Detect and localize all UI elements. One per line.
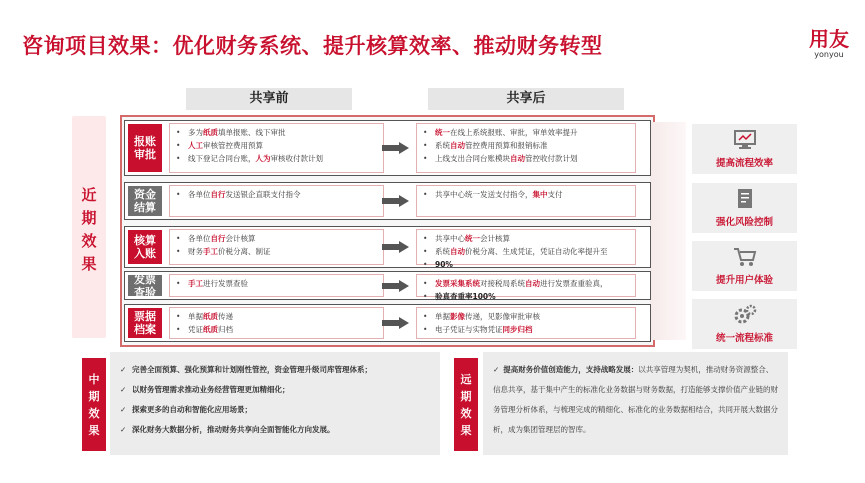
document-icon xyxy=(732,188,758,210)
check-icon: ✓ xyxy=(493,365,500,374)
after-box xyxy=(416,185,636,217)
bullet-line: • 发票采集系统对接税局系统自动进行发票查重验真， xyxy=(423,279,608,288)
bullet-icon: • xyxy=(423,325,428,334)
benefit-card xyxy=(692,183,797,233)
check-icon: ✓ xyxy=(120,365,127,374)
benefit-card xyxy=(692,241,797,291)
bullet-icon: • xyxy=(423,141,428,150)
benefit-label: 提高流程效率 xyxy=(715,158,773,169)
check-icon: ✓ xyxy=(120,405,127,414)
bullet-icon: • xyxy=(423,154,428,163)
bullet-icon: • xyxy=(176,141,181,150)
mid-term-item: ✓ 探索更多的自动和智能化应用场景； xyxy=(120,400,430,420)
logo-text: 用友 xyxy=(809,27,849,51)
before-box xyxy=(169,123,384,173)
check-icon: ✓ xyxy=(120,425,127,434)
benefit-label: 提升用户体验 xyxy=(715,275,773,286)
comparison-row xyxy=(124,182,651,220)
long-term-lead: 提高财务价值创造能力，支持战略发展： xyxy=(503,365,639,374)
bullet-icon: • xyxy=(176,279,181,288)
arrow-right-icon xyxy=(382,142,410,154)
bullet-icon: • xyxy=(423,128,428,137)
mid-term-box xyxy=(110,352,440,455)
bullet-line: • 凭证纸质归档 xyxy=(176,325,233,334)
cart-icon xyxy=(732,246,758,268)
bullet-line: • 财务手工价税分离、制证 xyxy=(176,247,271,256)
after-box xyxy=(416,274,636,301)
bullet-icon: • xyxy=(176,312,181,321)
page-title: 咨询项目效果：优化财务系统、提升核算效率、推动财务转型 xyxy=(22,34,603,58)
bullet-line: • 系统自动价税分离、生成凭证，凭证自动化率提升至 xyxy=(423,247,608,256)
bullet-icon: • xyxy=(423,260,428,269)
bullet-line: • 线下登记合同台账，人为审核收付款计划 xyxy=(176,154,323,163)
bullet-icon: • xyxy=(176,234,181,243)
bullet-line: • 单据纸质传递 xyxy=(176,312,233,321)
mid-term-item: ✓ 完善全面预算、强化预算和计划刚性管控，资金管理升级司库管理体系； xyxy=(120,360,430,380)
bullet-line: • 手工进行发票查验 xyxy=(176,279,248,288)
long-term-box xyxy=(483,352,788,455)
arrow-right-icon xyxy=(382,280,410,292)
bullet-icon: • xyxy=(423,234,428,243)
before-box xyxy=(169,229,384,265)
row-label: 票据 档案 xyxy=(128,308,162,338)
comparison-row xyxy=(124,226,651,268)
arrow-right-icon xyxy=(382,317,410,329)
row-label: 发票 查验 xyxy=(128,275,162,296)
near-term-label: 近 期 效 果 xyxy=(81,186,97,273)
bullet-icon: • xyxy=(423,190,428,199)
long-term-label: 远 期 效 果 xyxy=(454,358,478,451)
bullet-line: • 各单位自行发送银企直联支付指令 xyxy=(176,190,301,199)
bullet-line: • 单据影像传递，见影像审批审核 xyxy=(423,312,540,321)
after-box xyxy=(416,123,636,173)
benefit-label: 统一流程标准 xyxy=(715,333,773,344)
benefit-card xyxy=(692,124,797,174)
bullet-icon: • xyxy=(176,154,181,163)
column-header-before: 共享前 xyxy=(186,88,352,110)
bullet-line: • 各单位自行会计核算 xyxy=(176,234,256,243)
check-icon: ✓ xyxy=(120,385,127,394)
logo-subtext: yonyou xyxy=(814,50,844,59)
bullet-line: • 共享中心统一发送支付指令，集中支付 xyxy=(423,190,563,199)
bullet-line: • 共享中心统一会计核算 xyxy=(423,234,510,243)
bullet-icon: • xyxy=(176,128,181,137)
comparison-row xyxy=(124,271,651,300)
bullet-line: • 人工审核管控费用预算 xyxy=(176,141,263,150)
arrow-right-icon xyxy=(382,241,410,253)
gears-icon xyxy=(732,304,758,326)
before-box xyxy=(169,307,384,339)
comparison-row xyxy=(124,120,651,176)
bullet-icon: • xyxy=(423,292,428,301)
after-box xyxy=(416,307,636,339)
mid-term-item: ✓ 以财务管理需求推动业务经营管理更加精细化； xyxy=(120,380,430,400)
bullet-line: • 90% xyxy=(423,260,453,269)
bullet-line: • 系统自动管控费用预算和报销标准 xyxy=(423,141,548,150)
row-label: 资金 结算 xyxy=(128,186,162,216)
before-box xyxy=(169,274,384,297)
yonyou-logo xyxy=(809,28,849,59)
bullet-line: • 多为纸质填单报账、线下审批 xyxy=(176,128,286,137)
long-term-text: 以共享管理为契机，推动财务资源整合、信息共享，基于集中产生的标准化业务数据与财务数据，打造能够支撑价值产业链的财务管理分析体系，与梳理完成的精细化、标准化的业务数据相结合，共同开展大数据分析，成为集团管理层的智库。 xyxy=(493,365,778,434)
after-box xyxy=(416,229,636,269)
benefit-card xyxy=(692,299,797,349)
flow-shade xyxy=(650,122,686,340)
comparison-row xyxy=(124,304,651,342)
bullet-icon: • xyxy=(423,312,428,321)
bullet-icon: • xyxy=(176,190,181,199)
before-box xyxy=(169,185,384,217)
benefit-label: 强化风险控制 xyxy=(715,217,773,228)
row-label: 报账 审批 xyxy=(128,124,162,172)
column-header-after: 共享后 xyxy=(428,88,624,110)
bullet-line: • 电子凭证与实物凭证同步归档 xyxy=(423,325,533,334)
arrow-right-icon xyxy=(382,195,410,207)
bullet-line: • 验真查重率100% xyxy=(423,292,496,301)
bullet-line: • 上线支出合同台账模块自动管控收付款计划 xyxy=(423,154,578,163)
mid-term-item: ✓ 深化财务大数据分析，推动财务共享向全面智能化方向发展。 xyxy=(120,420,430,440)
row-label: 核算 入账 xyxy=(128,230,162,264)
bullet-icon: • xyxy=(176,325,181,334)
bullet-line: • 统一在线上系统报账、审批，审单效率提升 xyxy=(423,128,578,137)
monitor-icon xyxy=(732,129,758,151)
mid-term-label: 中 期 效 果 xyxy=(82,358,106,451)
bullet-icon: • xyxy=(423,247,428,256)
bullet-icon: • xyxy=(423,279,428,288)
bullet-icon: • xyxy=(176,247,181,256)
